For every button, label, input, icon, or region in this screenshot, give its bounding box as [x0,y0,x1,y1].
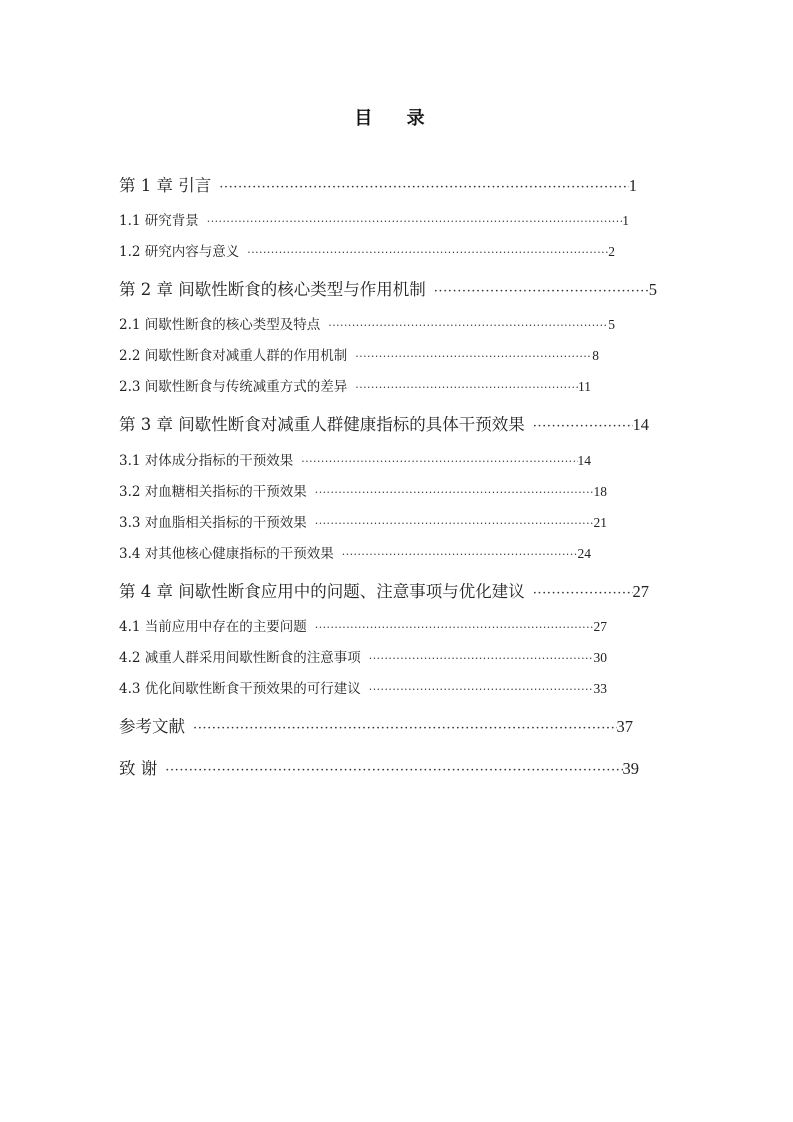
toc-entry-label: 第 2 章 间歇性断食的核心类型与作用机制 [119,280,426,299]
toc-entry-chapter-2[interactable] [119,276,657,300]
toc-entry-label: 4.2 减重人群采用间歇性断食的注意事项 [119,650,361,666]
toc-entry-label: 第 3 章 间歇性断食对减重人群健康指标的具体干预效果 [119,415,525,434]
leader-dots [315,517,594,530]
toc-entry-references[interactable] [119,713,633,737]
toc-entry-acknowledgements[interactable] [119,755,639,779]
toc-entry-label: 2.1 间歇性断食的核心类型及特点 [119,317,321,333]
toc-entry-label: 致 谢 [119,759,158,778]
toc-entry-label: 2.3 间歇性断食与传统减重方式的差异 [119,379,348,395]
leader-dots [369,652,594,665]
toc-entry-page: 2 [608,244,615,259]
toc-entry-page: 37 [616,717,633,736]
toc-entry-2-1[interactable] [119,313,615,333]
leader-dots [355,350,592,363]
toc-entry-4-1[interactable] [119,615,607,635]
toc-entry-label: 3.4 对其他核心健康指标的干预效果 [119,546,334,562]
toc-entry-page: 1 [622,213,629,228]
toc-entry-label: 参考文献 [119,717,185,736]
toc-title: 目 录 [354,108,439,129]
toc-entry-label: 3.2 对血糖相关指标的干预效果 [119,484,307,500]
leader-dots [342,548,578,561]
leader-dots [247,246,608,259]
toc-entry-page: 8 [592,348,599,363]
leader-dots [533,586,633,601]
toc-entry-label: 1.1 研究背景 [119,213,199,229]
leader-dots [207,215,622,228]
toc-entry-label: 第 4 章 间歇性断食应用中的问题、注意事项与优化建议 [119,582,525,601]
toc-entry-label: 第 1 章 引言 [119,176,212,195]
leader-dots [434,284,649,299]
toc-entry-page: 24 [577,546,591,561]
toc-entry-page: 11 [578,379,591,394]
toc-entry-label: 1.2 研究内容与意义 [119,244,240,260]
toc-entry-page: 27 [632,582,649,601]
toc-entry-3-2[interactable] [119,480,607,500]
leader-dots [165,763,622,778]
leader-dots [533,419,633,434]
toc-entry-2-3[interactable] [119,375,591,395]
leader-dots [369,683,594,696]
toc-entry-3-4[interactable] [119,542,591,562]
toc-entry-page: 30 [593,650,607,665]
toc-entry-page: 39 [622,759,639,778]
toc-entry-page: 5 [608,317,615,332]
toc-entry-page: 18 [593,484,607,499]
toc-entry-label: 4.1 当前应用中存在的主要问题 [119,619,307,635]
toc-entry-label: 3.3 对血脂相关指标的干预效果 [119,515,307,531]
toc-entry-page: 21 [593,515,607,530]
leader-dots [301,455,577,468]
toc-entry-page: 14 [577,453,591,468]
toc-entry-1-1[interactable] [119,209,629,229]
toc-entry-page: 33 [593,681,607,696]
toc-entry-label: 2.2 间歇性断食对减重人群的作用机制 [119,348,348,364]
toc-entry-label: 3.1 对体成分指标的干预效果 [119,453,294,469]
leader-dots [315,486,594,499]
leader-dots [193,721,617,736]
toc-entry-page: 1 [628,176,637,195]
leader-dots [219,180,629,195]
toc-entry-3-1[interactable] [119,449,591,469]
toc-entry-page: 27 [593,619,607,634]
toc-entry-chapter-1[interactable] [119,172,637,196]
toc-entry-3-3[interactable] [119,511,607,531]
toc-entry-page: 14 [632,415,649,434]
toc-entry-2-2[interactable] [119,344,599,364]
toc-entry-label: 4.3 优化间歇性断食干预效果的可行建议 [119,681,361,697]
toc-entry-chapter-3[interactable] [119,411,649,435]
leader-dots [355,381,578,394]
toc-entry-4-2[interactable] [119,646,607,666]
leader-dots [315,621,594,634]
toc-entry-1-2[interactable] [119,240,615,260]
toc-entry-chapter-4[interactable] [119,578,649,602]
toc-entry-page: 5 [648,280,657,299]
toc-entry-4-3[interactable] [119,677,607,697]
leader-dots [328,319,608,332]
